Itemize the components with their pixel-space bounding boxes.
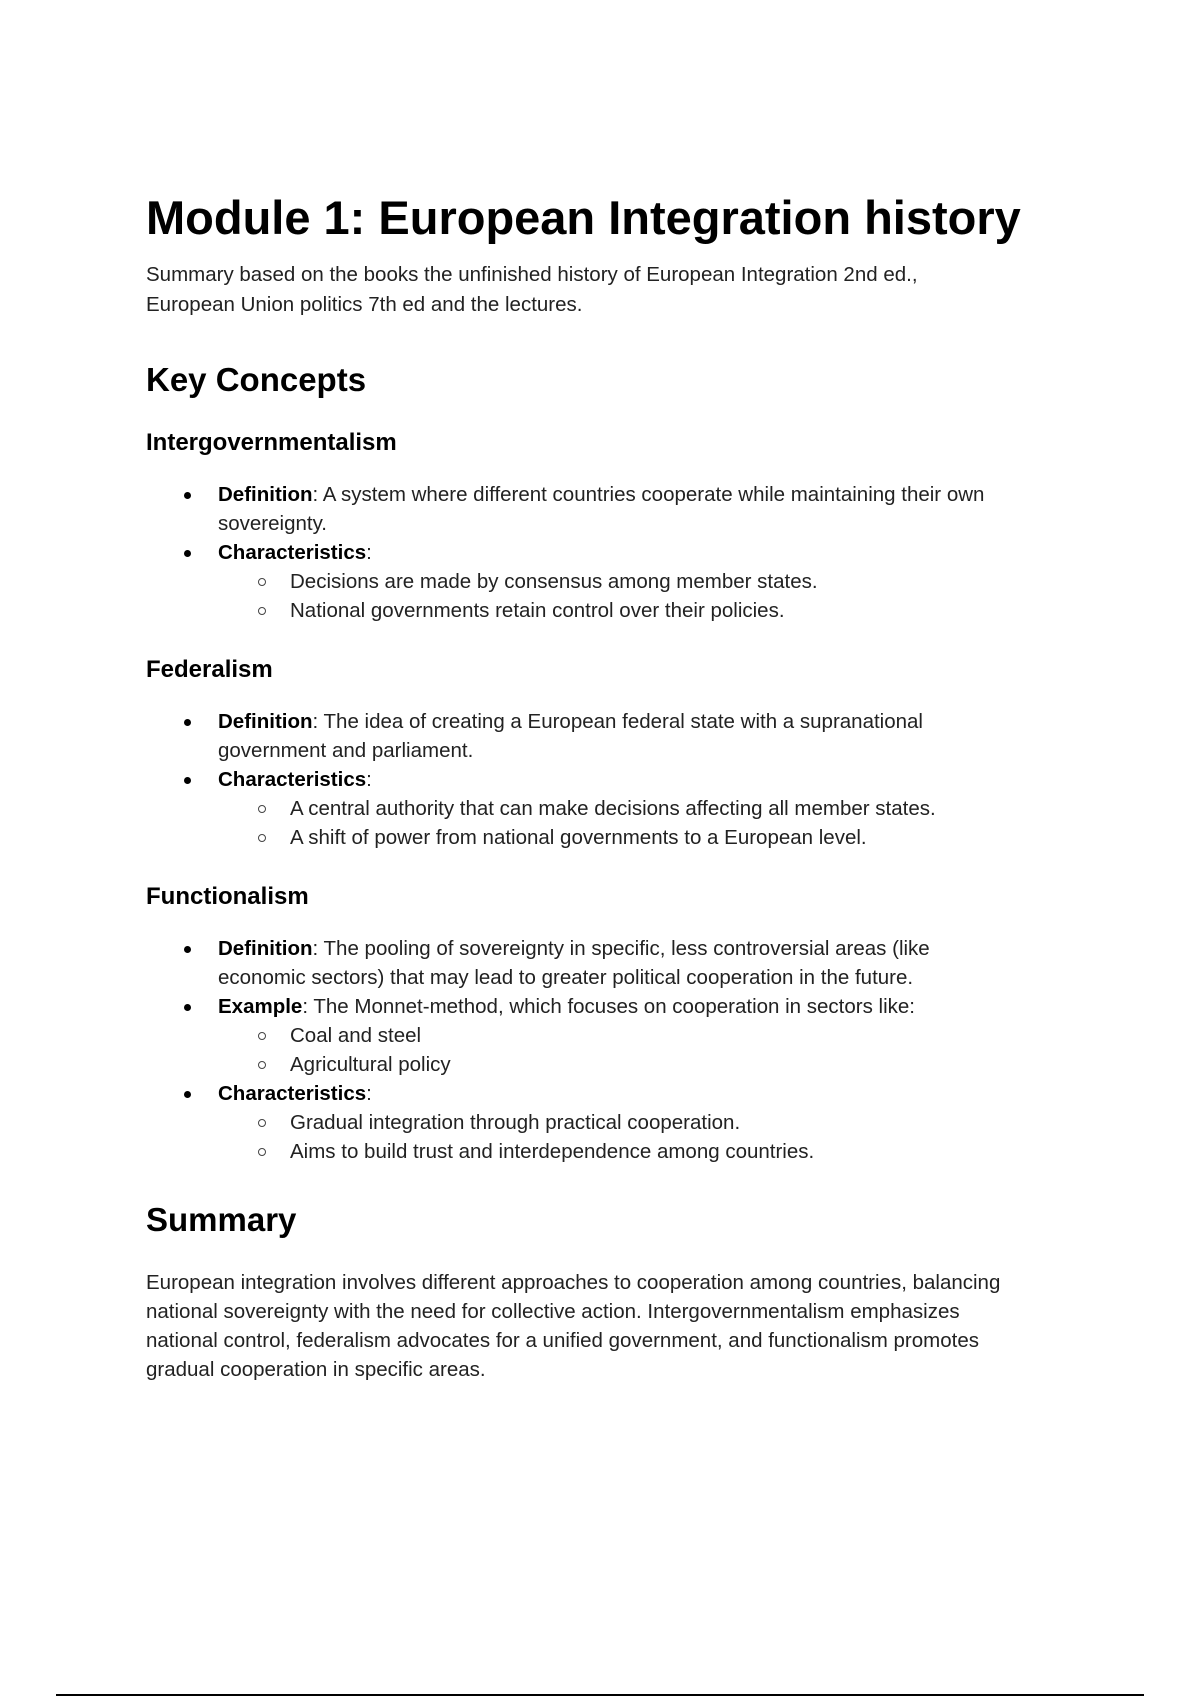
bullet-icon bbox=[184, 550, 191, 557]
functionalism-heading: Functionalism bbox=[146, 883, 309, 910]
characteristics-label: Characteristics bbox=[218, 1082, 367, 1105]
definition-label: Definition bbox=[218, 710, 313, 733]
document-page bbox=[146, 190, 1106, 1384]
hollow-bullet-icon bbox=[258, 1119, 266, 1127]
definition-text: : A system where different countries cooperate while maintaining their own sovereignty. bbox=[218, 483, 985, 535]
characteristics-suffix: : bbox=[366, 541, 372, 564]
characteristic-text: Gradual integration through practical cooperation. bbox=[290, 1111, 741, 1134]
characteristics-label: Characteristics bbox=[218, 541, 367, 564]
characteristics-suffix: : bbox=[366, 768, 372, 791]
hollow-bullet-icon bbox=[258, 1032, 266, 1040]
hollow-bullet-icon bbox=[258, 1148, 266, 1156]
characteristic-text: A central authority that can make decisions affecting all member states. bbox=[290, 797, 936, 820]
hollow-bullet-icon bbox=[258, 607, 266, 615]
characteristic-text: National governments retain control over their policies. bbox=[290, 599, 785, 622]
bullet-icon bbox=[184, 719, 191, 726]
bullet-icon bbox=[184, 492, 191, 499]
summary-heading: Summary bbox=[146, 1201, 297, 1238]
hollow-bullet-icon bbox=[258, 1061, 266, 1069]
footer-divider bbox=[56, 1694, 1144, 1696]
page-title: Module 1: European Integration history bbox=[146, 191, 1021, 244]
intergovernmentalism-heading: Intergovernmentalism bbox=[146, 429, 397, 456]
bullet-icon bbox=[184, 777, 191, 784]
bullet-icon bbox=[184, 1091, 191, 1098]
summary-text: European integration involves different approaches to cooperation among countries, balancing national sovereignty with the need for collective action. Intergovernmentalism emphasizes national control, federalism advocates for a unified government, and functionalism promotes gradual cooperation in specific areas. bbox=[146, 1271, 1001, 1381]
list-item bbox=[146, 992, 1006, 1079]
example-item-text: Coal and steel bbox=[290, 1024, 422, 1047]
characteristics-suffix: : bbox=[366, 1082, 372, 1105]
subtitle: Summary based on the books the unfinished history of European Integration 2nd ed., European Union politics 7th ed and the lectures. bbox=[146, 263, 918, 316]
key-concepts-heading: Key Concepts bbox=[146, 361, 367, 398]
characteristics-list bbox=[218, 794, 1006, 852]
hollow-bullet-icon bbox=[258, 805, 266, 813]
functionalism-list bbox=[146, 934, 1006, 1166]
definition-text: : The pooling of sovereignty in specific, less controversial areas (like economic sectors) that may lead to greater political cooperation in the future. bbox=[218, 937, 930, 989]
list-item bbox=[218, 1137, 1006, 1166]
list-item bbox=[218, 1021, 1006, 1050]
list-item bbox=[218, 567, 1066, 596]
bullet-icon bbox=[184, 946, 191, 953]
list-item bbox=[146, 707, 1006, 765]
list-item bbox=[146, 538, 1066, 625]
list-item bbox=[146, 1079, 1006, 1166]
list-item bbox=[218, 1050, 1006, 1079]
example-item-text: Agricultural policy bbox=[290, 1053, 451, 1076]
federalism-list bbox=[146, 707, 1006, 852]
characteristic-text: A shift of power from national governments to a European level. bbox=[290, 826, 867, 849]
list-item bbox=[218, 794, 1006, 823]
characteristics-label: Characteristics bbox=[218, 768, 367, 791]
definition-label: Definition bbox=[218, 937, 313, 960]
bullet-icon bbox=[184, 1004, 191, 1011]
definition-label: Definition bbox=[218, 483, 313, 506]
characteristic-text: Aims to build trust and interdependence among countries. bbox=[290, 1140, 815, 1163]
characteristics-list bbox=[218, 1108, 1006, 1166]
example-text: : The Monnet-method, which focuses on cooperation in sectors like: bbox=[302, 995, 915, 1018]
characteristic-text: Decisions are made by consensus among member states. bbox=[290, 570, 818, 593]
example-label: Example bbox=[218, 995, 303, 1018]
list-item bbox=[218, 596, 1066, 625]
list-item bbox=[218, 823, 1006, 852]
federalism-heading: Federalism bbox=[146, 656, 273, 683]
hollow-bullet-icon bbox=[258, 834, 266, 842]
list-item bbox=[218, 1108, 1006, 1137]
hollow-bullet-icon bbox=[258, 578, 266, 586]
list-item bbox=[146, 480, 1066, 538]
definition-text: : The idea of creating a European federal state with a supranational government and parliament. bbox=[218, 710, 923, 762]
intergovernmentalism-list bbox=[146, 480, 1066, 625]
list-item bbox=[146, 765, 1006, 852]
characteristics-list bbox=[218, 567, 1066, 625]
examples-list bbox=[218, 1021, 1006, 1079]
list-item bbox=[146, 934, 1006, 992]
